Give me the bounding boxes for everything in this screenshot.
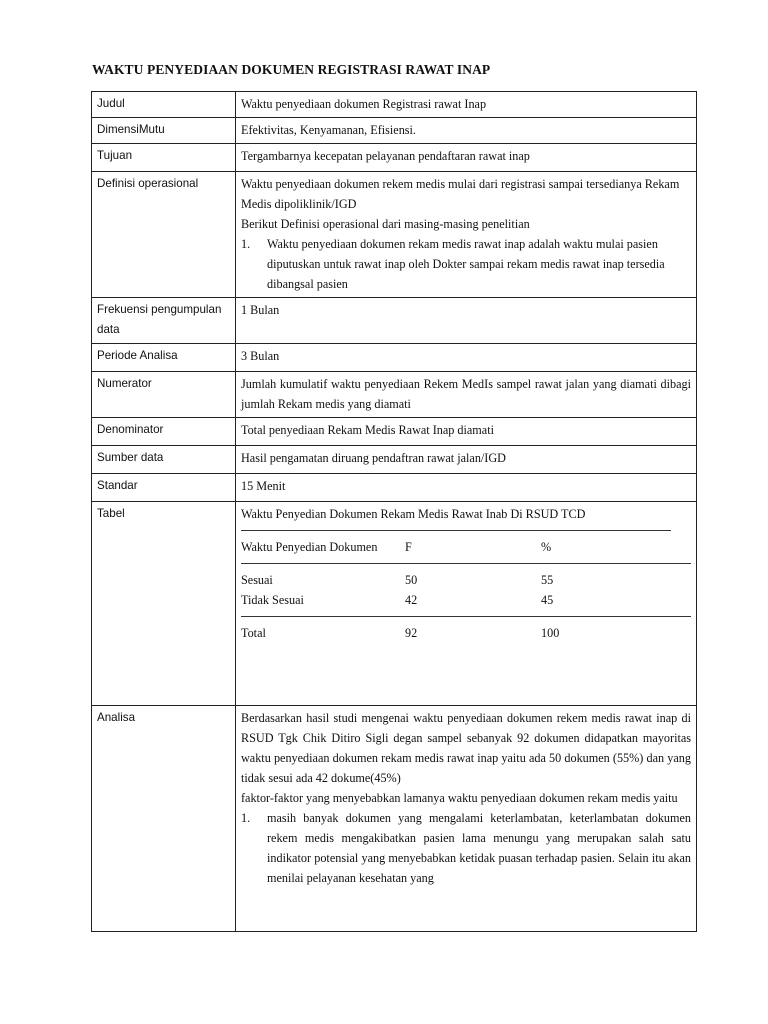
row-standar	[92, 474, 697, 502]
stats-row	[241, 590, 691, 610]
stats-total-f: 92	[405, 626, 418, 640]
stats-header-f: F	[405, 540, 412, 554]
value-definisi	[236, 172, 697, 298]
label-sumber: Sumber data	[92, 446, 236, 474]
value-judul: Waktu penyediaan dokumen Registrasi rawat Inap	[236, 92, 697, 118]
label-numerator: Numerator	[92, 372, 236, 418]
row-analisa	[92, 706, 697, 932]
row-frekuensi	[92, 298, 697, 344]
analisa-list	[241, 808, 691, 888]
row-numerator	[92, 372, 697, 418]
divider	[241, 530, 671, 531]
stats-header-row	[241, 537, 691, 557]
table-caption: Waktu Penyedian Dokumen Rekam Medis Rawat Inab Di RSUD TCD	[241, 507, 586, 521]
label-tabel: Tabel	[92, 502, 236, 706]
value-analisa	[236, 706, 697, 932]
label-denominator: Denominator	[92, 418, 236, 446]
stats-cell-percent: 55	[541, 573, 554, 587]
label-periode: Periode Analisa	[92, 344, 236, 372]
value-dimensi: Efektivitas, Kenyamanan, Efisiensi.	[236, 118, 697, 144]
label-analisa: Analisa	[92, 706, 236, 932]
list-text: Waktu penyediaan dokumen rekam medis rawat inap adalah waktu mulai pasien diputuskan untuk rawat inap oleh Dokter sampai rekam medis rawat inap tersedia dibangsal pasien	[267, 237, 665, 291]
list-number: 1.	[241, 811, 251, 825]
value-tujuan: Tergambarnya kecepatan pelayanan pendaftaran rawat inap	[236, 144, 697, 172]
row-definisi	[92, 172, 697, 298]
list-item	[241, 808, 691, 888]
stats-total-name: Total	[241, 626, 266, 640]
label-judul: Judul	[92, 92, 236, 118]
definisi-line2: Berikut Definisi operasional dari masing-masing penelitian	[241, 217, 530, 231]
stats-row	[241, 570, 691, 590]
label-standar: Standar	[92, 474, 236, 502]
label-tujuan: Tujuan	[92, 144, 236, 172]
stats-cell-f: 50	[405, 573, 418, 587]
indicator-table	[91, 91, 697, 932]
value-frekuensi: 1 Bulan	[236, 298, 697, 344]
stats-cell-f: 42	[405, 593, 418, 607]
divider	[241, 616, 691, 617]
list-item	[241, 234, 691, 294]
label-dimensi: DimensiMutu	[92, 118, 236, 144]
list-text: masih banyak dokumen yang mengalami keterlambatan, keterlambatan dokumen rekem medis mengakibatkan pasien lama menungu yang merupakan salah satu indikator potensial yang menyebabkan ketidak puasan terhadap pasien. Selain itu akan menilai pelayanan kesehatan yang	[267, 811, 691, 885]
definisi-list	[241, 234, 691, 294]
stats-header-percent: %	[541, 540, 552, 554]
value-periode: 3 Bulan	[236, 344, 697, 372]
row-sumber	[92, 446, 697, 474]
stats-cell-percent: 45	[541, 593, 554, 607]
stats-cell-name: Tidak Sesuai	[241, 593, 304, 607]
row-dimensi	[92, 118, 697, 144]
value-standar: 15 Menit	[236, 474, 697, 502]
stats-total-percent: 100	[541, 626, 560, 640]
value-sumber: Hasil pengamatan diruang pendaftran rawat jalan/IGD	[236, 446, 697, 474]
row-periode	[92, 344, 697, 372]
row-tujuan	[92, 144, 697, 172]
stats-header-category: Waktu Penyedian Dokumen	[241, 540, 378, 554]
row-denominator	[92, 418, 697, 446]
document-title: WAKTU PENYEDIAAN DOKUMEN REGISTRASI RAWAT INAP	[92, 62, 491, 77]
list-number: 1.	[241, 237, 251, 251]
divider	[241, 563, 691, 564]
definisi-line1: Waktu penyediaan dokumen rekem medis mulai dari registrasi sampai tersedianya Rekam Medis dipoliklinik/IGD	[241, 177, 680, 211]
value-denominator: Total penyediaan Rekam Medis Rawat Inap diamati	[236, 418, 697, 446]
value-tabel	[236, 502, 697, 706]
row-judul	[92, 92, 697, 118]
row-tabel	[92, 502, 697, 706]
analisa-paragraph-2: faktor-faktor yang menyebabkan lamanya waktu penyediaan dokumen rekam medis yaitu	[241, 791, 678, 805]
value-numerator: Jumlah kumulatif waktu penyediaan Rekem MedIs sampel rawat jalan yang diamati dibagi jumlah Rekam medis yang diamati	[236, 372, 697, 418]
label-definisi: Definisi operasional	[92, 172, 236, 298]
analisa-paragraph-1: Berdasarkan hasil studi mengenai waktu penyediaan dokumen rekem medis rawat inap di RSUD Tgk Chik Ditiro Sigli degan sampel sebanyak 92 dokumen didapatkan mayoritas waktu penyediaan dokumen rekam medis rawat inap yaitu ada 50 dokumen (55%) dan yang tidak sesui ada 42 dokume(45%)	[241, 711, 691, 785]
stats-total-row	[241, 623, 691, 643]
label-frekuensi: Frekuensi pengumpulan data	[92, 298, 236, 344]
stats-cell-name: Sesuai	[241, 573, 273, 587]
